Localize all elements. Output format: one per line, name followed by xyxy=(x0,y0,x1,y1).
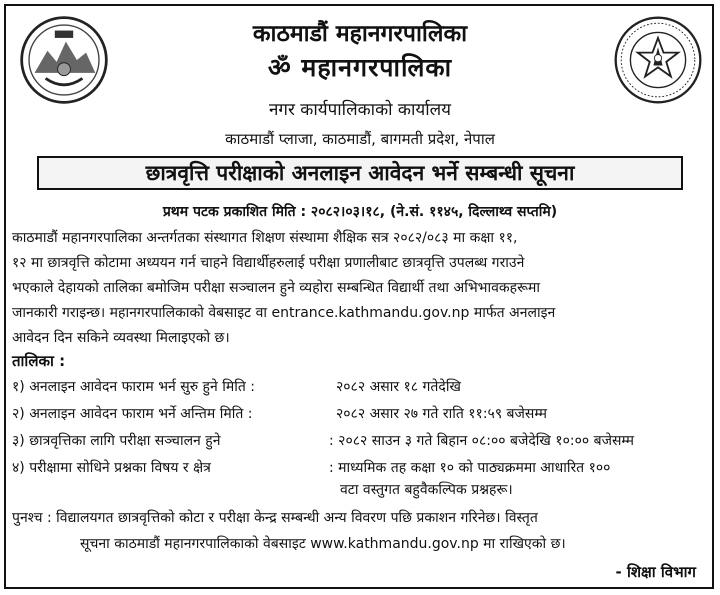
schedule-label: २) अनलाइन आवेदन फाराम भर्ने अन्तिम मिति : xyxy=(12,406,253,422)
body-line: आवेदन दिन सकिने व्यवस्था मिलाइएको छ। xyxy=(12,330,230,346)
schedule-label: ४) परीक्षामा सोधिने प्रश्नका विषय र क्षेत्र xyxy=(12,460,211,476)
body-line: काठमाडौं महानगरपालिका अन्तर्गतका संस्थागत शिक्षण संस्थामा शैक्षिक सत्र २०८२/०८३ मा कक्षा ११, xyxy=(12,230,518,246)
schedule-heading: तालिका : xyxy=(12,352,66,370)
page-subtitle: ॐ महानगरपालिका xyxy=(267,53,453,82)
body-line: १२ मा छात्रवृत्ति कोटामा अध्ययन गर्न चाहने विद्यार्थीहरुलाई परीक्षा प्रणालीबाट छात्रवृत्ति उपलब्ध गराउने xyxy=(12,255,525,271)
schedule-value: २०८२ असार १८ गतेदेखि xyxy=(336,379,461,395)
body-line: जानकारी गराइन्छ। महानगरपालिकाको वेबसाइट वा entrance.kathmandu.gov.np मार्फत अनलाइन xyxy=(12,305,556,321)
schedule-label: १) अनलाइन आवेदन फाराम भर्न सुरु हुने मिति : xyxy=(12,379,255,395)
notice-title: छात्रवृत्ति परीक्षाको अनलाइन आवेदन भर्ने सम्बन्धी सूचना xyxy=(37,156,683,190)
schedule-label: ३) छात्रवृत्तिका लागि परीक्षा सञ्चालन हुने xyxy=(12,433,221,449)
body-line: भएकाले देहायको तालिका बमोजिम परीक्षा सञ्चालन हुने व्यहोरा सम्बन्धित विद्यार्थी तथा अभिभावकहरूमा xyxy=(12,280,540,296)
postscript-line: सूचना काठमाडौं महानगरपालिकाको वेबसाइट www.kathmandu.gov.np मा राखिएको छ। xyxy=(80,536,566,552)
postscript-line: पुनश्च : विद्यालयगत छात्रवृत्तिको कोटा र परीक्षा केन्द्र सम्बन्धी अन्य विवरण पछि प्रकाशन गरिनेछ। विस्तृत xyxy=(12,510,538,526)
page-title: काठमाडौं महानगरपालिका xyxy=(252,21,468,47)
schedule-value: : माध्यमिक तह कक्षा १० को पाठ्यक्रममा आधारित १०० xyxy=(329,460,611,476)
schedule-value-continued: वटा वस्तुगत बहुवैकल्पिक प्रश्नहरू। xyxy=(340,482,513,498)
office-name: नगर कार्यपालिकाको कार्यालय xyxy=(268,100,452,120)
schedule-value: : २०८२ साउन ३ गते बिहान ०८:०० बजेदेखि १०:०० बजेसम्म xyxy=(329,433,634,449)
department-signature: - शिक्षा विभाग xyxy=(615,563,696,581)
schedule-value: २०८२ असार २७ गते राति ११:५९ बजेसम्म xyxy=(336,406,547,422)
office-address: काठमाडौं प्लाजा, काठमाडौं, बागमती प्रदेश, नेपाल xyxy=(225,130,495,148)
published-date: प्रथम पटक प्रकाशित मिति : २०८२।०३।१८, (ने.सं. ११४५, दिल्लाथ्व सप्तमि) xyxy=(162,204,558,220)
